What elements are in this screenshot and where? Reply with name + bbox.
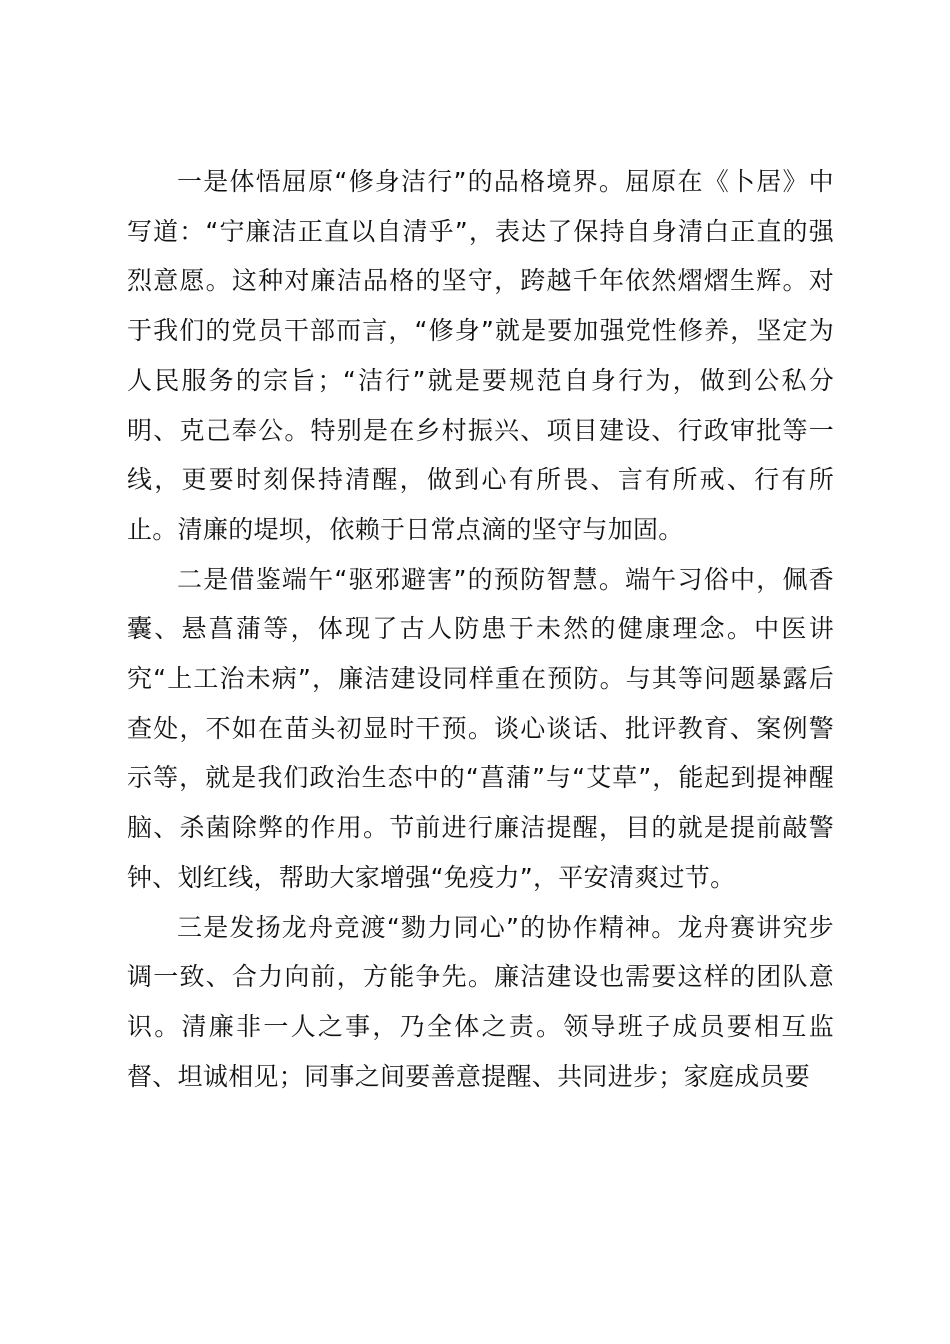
paragraph-teamwork: 三是发扬龙舟竞渡“勠力同心”的协作精神。龙舟赛讲究步调一致、合力向前，方能争先。廉洁建设也需要这样的团队意识。清廉非一人之事，乃全体之责。领导班子成员要相互监督、坦诚相见；同事之间要善意提醒、共同进步；家庭成员要 — [127, 912, 834, 1091]
paragraph-self-cultivation: 一是体悟屈原“修身洁行”的品格境界。屈原在《卜居》中写道：“宁廉洁正直以自清乎”，表达了保持自身清白正直的强烈意愿。这种对廉洁品格的坚守，跨越千年依然熠熠生辉。对于我们的党员干部而言，“修身”就是要加强党性修养，坚定为人民服务的宗旨；“洁行”就是要规范自身行为，做到公私分明、克己奉公。特别是在乡村振兴、项目建设、行政审批等一线，更要时刻保持清醒，做到心有所畏、言有所戒、行有所止。清廉的堤坝，依赖于日常点滴的坚守与加固。 — [127, 167, 834, 544]
paragraph-prevention: 二是借鉴端午“驱邪避害”的预防智慧。端午习俗中，佩香囊、悬菖蒲等，体现了古人防患于未然的健康理念。中医讲究“上工治未病”，廉洁建设同样重在预防。与其等问题暴露后查处，不如在苗头初显时干预。谈心谈话、批评教育、案例警示等，就是我们政治生态中的“菖蒲”与“艾草”，能起到提神醒脑、杀菌除弊的作用。节前进行廉洁提醒，目的就是提前敲警钟、划红线，帮助大家增强“免疫力”，平安清爽过节。 — [127, 564, 834, 892]
document-body — [127, 157, 834, 1101]
